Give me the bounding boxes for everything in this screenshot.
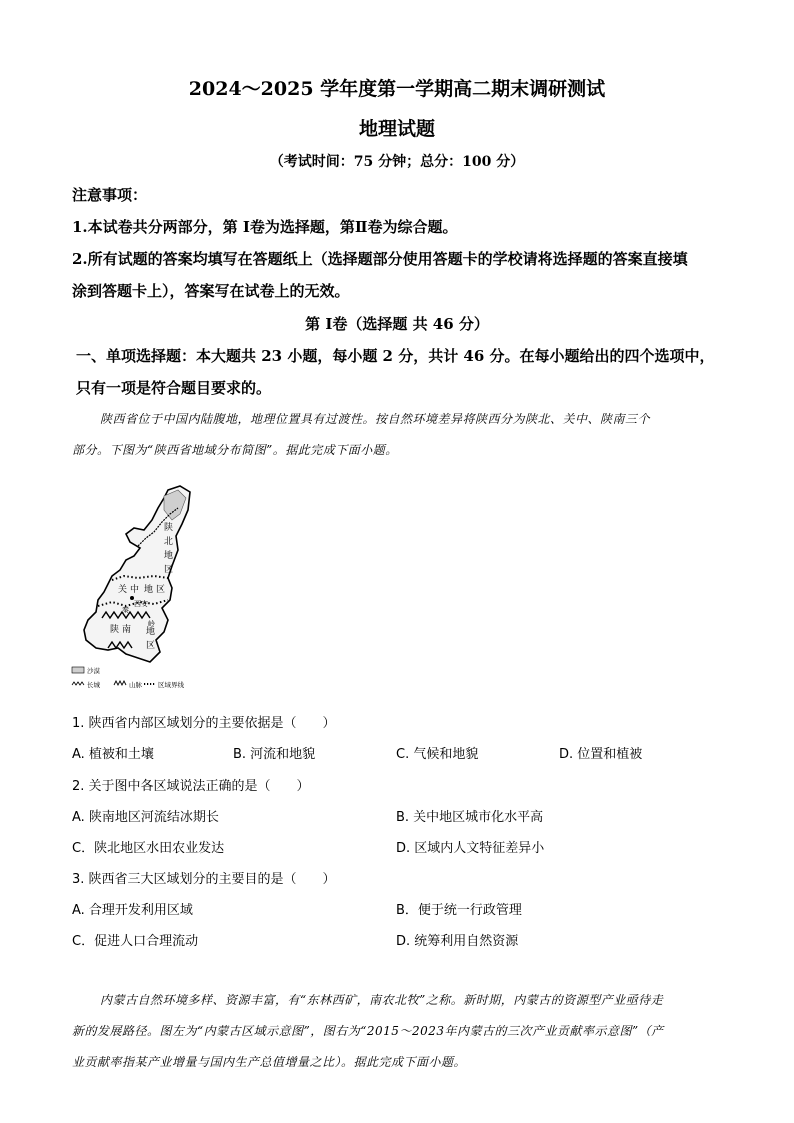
label-north-4: 区 (164, 565, 174, 575)
section-heading-line-1: 一、单项选择题：本大题共 23 小题，每小题 2 分，共计 46 分。在每小题给出的四个选项中， (76, 347, 715, 365)
question-2-option-a[interactable]: A. 陕南地区河流结冰期长 (72, 810, 219, 825)
legend-great-wall-label: 长城 (87, 681, 100, 689)
label-north-2: 北 (164, 537, 174, 547)
passage-2-line-2: 新的发展路径。图左为“内蒙古区域示意图”，图右为“2015～2023年内蒙古的三次产业贡献率示意图”（产 (72, 1024, 664, 1038)
legend-mountain-label: 山脉 (129, 681, 142, 689)
label-central-4: 区 (156, 585, 166, 595)
label-south-2: 南 (122, 625, 132, 635)
subject-title: 地理试题 (358, 118, 435, 140)
label-south-1: 陕 (110, 625, 120, 635)
question-3-stem: 3. 陕西省三大区域划分的主要目的是（ ） (72, 872, 336, 887)
label-south-3: 地 (146, 627, 156, 637)
label-north-3: 地 (164, 551, 174, 561)
label-central-1: 关 (118, 585, 128, 595)
passage-2-line-3: 业贡献率指某产业增量与国内生产总值增量之比）。据此完成下面小题。 (72, 1055, 467, 1069)
label-north-1: 陕 (164, 523, 174, 533)
notice-heading: 注意事项： (72, 186, 148, 204)
question-3-option-b[interactable]: B．便于统一行政管理 (396, 903, 522, 918)
passage-1-line-1: 陕西省位于中国内陆腹地，地理位置具有过渡性。按自然环境差异将陕西分为陕北、关中、陕南三个 (100, 412, 651, 426)
shaanxi-map-svg (68, 480, 200, 694)
notice-item-1: 1.本试卷共分两部分，第 Ⅰ卷为选择题，第Ⅱ卷为综合题。 (72, 218, 458, 236)
label-central-2: 中 (130, 585, 140, 595)
question-1-option-c[interactable]: C. 气候和地貌 (396, 747, 479, 762)
question-1-option-a[interactable]: A. 植被和土壤 (72, 747, 154, 762)
label-xian: 西安 (134, 600, 148, 608)
notice-item-2-line-2: 涂到答题卡上），答案写在试卷上的无效。 (72, 282, 350, 300)
label-central-3: 地 (144, 585, 154, 595)
question-2-stem: 2. 关于图中各区域说法正确的是（ ） (72, 779, 310, 794)
question-3-option-c[interactable]: C．促进人口合理流动 (72, 934, 199, 949)
exam-info: （考试时间：75 分钟；总分：100 分） (269, 154, 525, 170)
legend-mountain-swatch (114, 681, 126, 685)
section-heading-line-2: 只有一项是符合题目要求的。 (76, 379, 272, 397)
label-qinling-2: 岭 (148, 620, 155, 628)
part-title: 第 Ⅰ卷（选择题 共 46 分） (305, 315, 489, 333)
question-1-option-d[interactable]: D. 位置和植被 (559, 747, 643, 762)
passage-2-line-1: 内蒙古自然环境多样、资源丰富，有“东林西矿，南农北牧”之称。新时期，内蒙古的资源型产业亟待走 (100, 993, 664, 1007)
notice-item-2-line-1: 2.所有试题的答案均填写在答题纸上（选择题部分使用答题卡的学校请将选择题的答案直接填 (72, 250, 688, 268)
question-2-option-b[interactable]: B. 关中地区城市化水平高 (396, 810, 544, 825)
question-1-stem: 1. 陕西省内部区域划分的主要依据是（ ） (72, 716, 336, 731)
question-2-option-d[interactable]: D. 区域内人文特征差异小 (396, 841, 545, 856)
passage-1-line-2: 部分。下图为“陕西省地域分布简图”。据此完成下面小题。 (72, 443, 398, 457)
question-2-option-c[interactable]: C．陕北地区水田农业发达 (72, 841, 225, 856)
page-title: 2024～2025 学年度第一学期高二期末调研测试 (188, 78, 606, 100)
legend-great-wall-swatch (72, 682, 84, 685)
question-1-option-b[interactable]: B. 河流和地貌 (233, 747, 316, 762)
label-south-4: 区 (146, 641, 156, 651)
question-3-option-d[interactable]: D. 统筹利用自然资源 (396, 934, 519, 949)
legend-desert-swatch (72, 667, 84, 673)
question-3-option-a[interactable]: A. 合理开发利用区域 (72, 903, 193, 918)
label-qinling-1: 秦 (122, 606, 129, 614)
legend-desert-label: 沙漠 (87, 667, 100, 675)
shaanxi-map (68, 480, 200, 694)
legend-boundary-label: 区域界线 (158, 681, 184, 689)
